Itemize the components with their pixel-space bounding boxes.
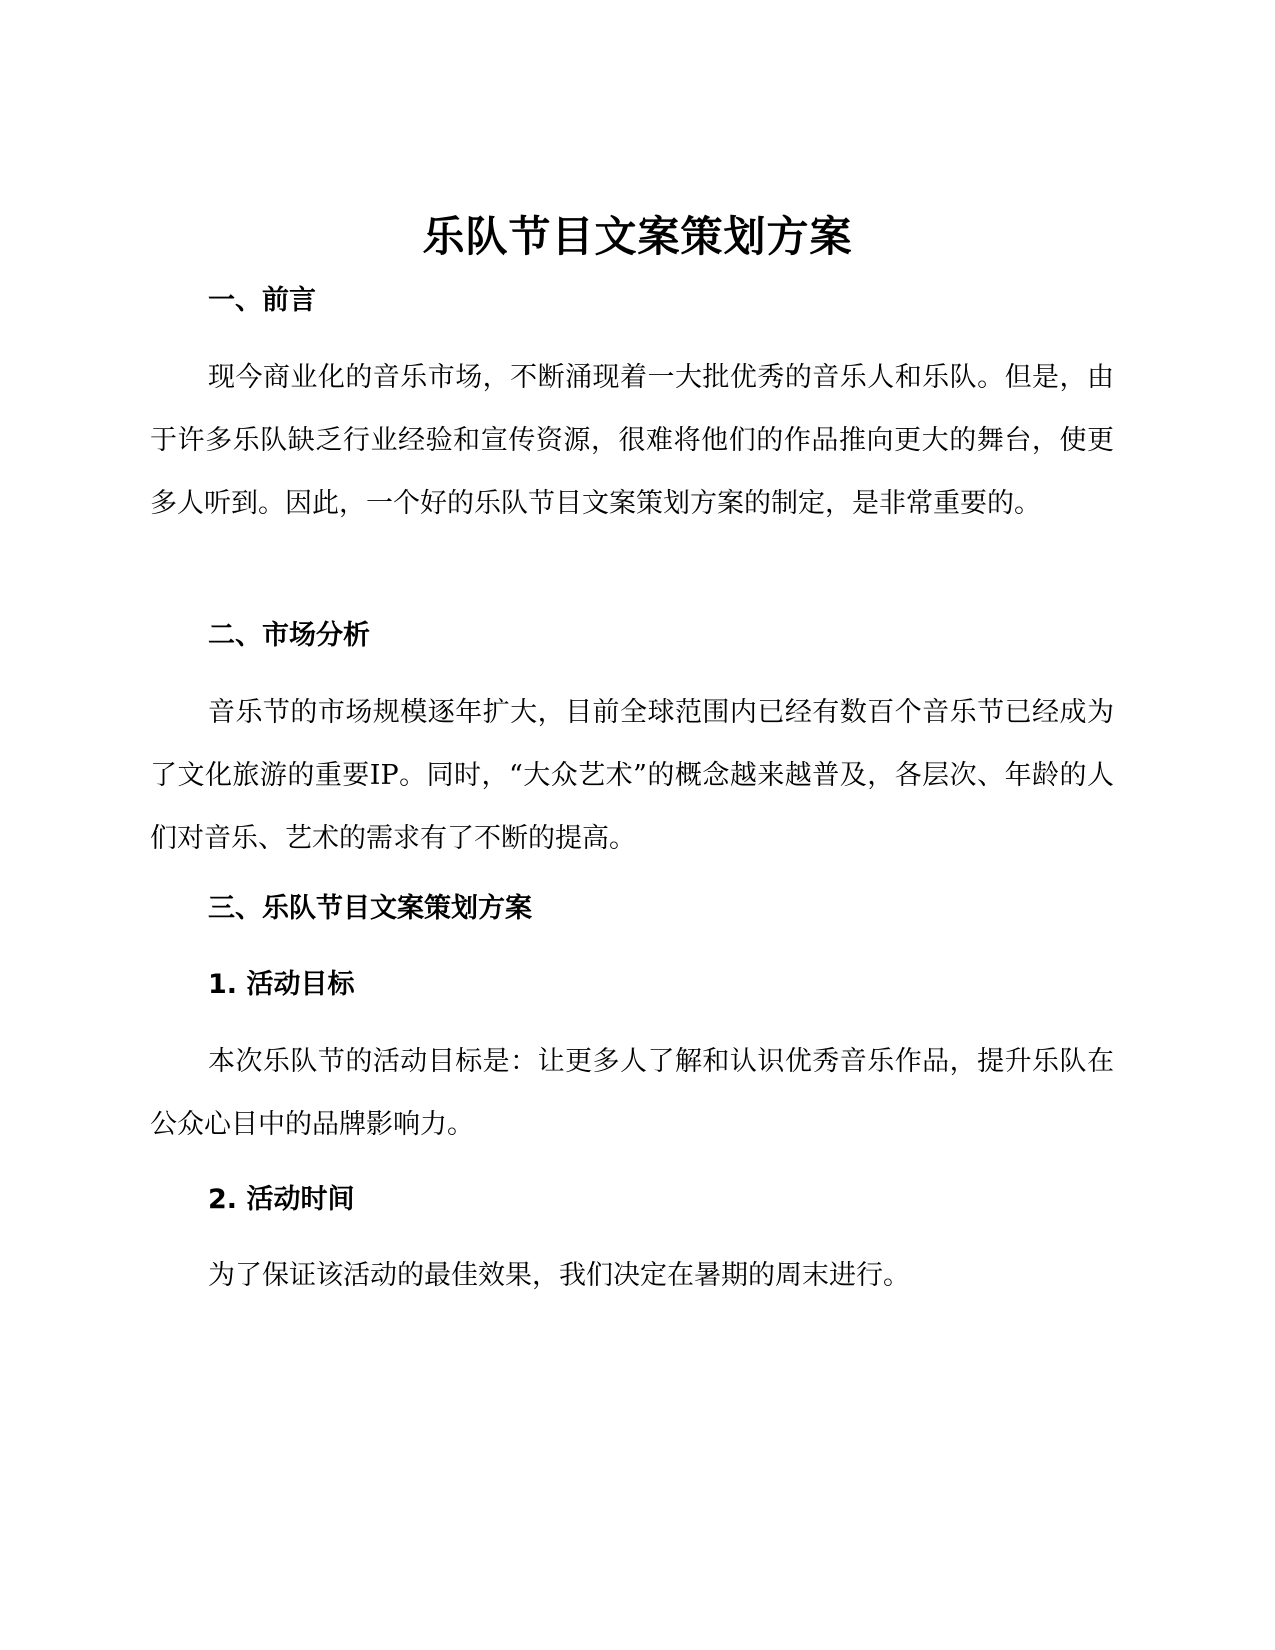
section-heading-market: 二、市场分析 (208, 620, 370, 651)
page-title: 乐队节目文案策划方案 (422, 212, 853, 261)
subsection-heading-time: 2. 活动时间 (208, 1184, 355, 1215)
paragraph-preface: 现今商业化的音乐市场，不断涌现着一大批优秀的音乐人和乐队。但是，由于许多乐队缺乏行业经验和宣传资源，很难将他们的作品推向更大的舞台，使更多人听到。因此，一个好的乐队节目文案策划方案的制定，是非常重要的。 (150, 362, 1114, 519)
section-heading-preface: 一、前言 (208, 285, 316, 316)
paragraph-market: 音乐节的市场规模逐年扩大，目前全球范围内已经有数百个音乐节已经成为了文化旅游的重要IP。同时，“大众艺术”的概念越来越普及，各层次、年龄的人们对音乐、艺术的需求有了不断的提高。 (150, 697, 1114, 854)
section-heading-plan: 三、乐队节目文案策划方案 (208, 893, 532, 924)
subsection-heading-goal: 1. 活动目标 (208, 969, 355, 1000)
paragraph-goal: 本次乐队节的活动目标是：让更多人了解和认识优秀音乐作品，提升乐队在公众心目中的品牌影响力。 (150, 1046, 1114, 1140)
paragraph-time: 为了保证该活动的最佳效果，我们决定在暑期的周末进行。 (208, 1260, 910, 1291)
